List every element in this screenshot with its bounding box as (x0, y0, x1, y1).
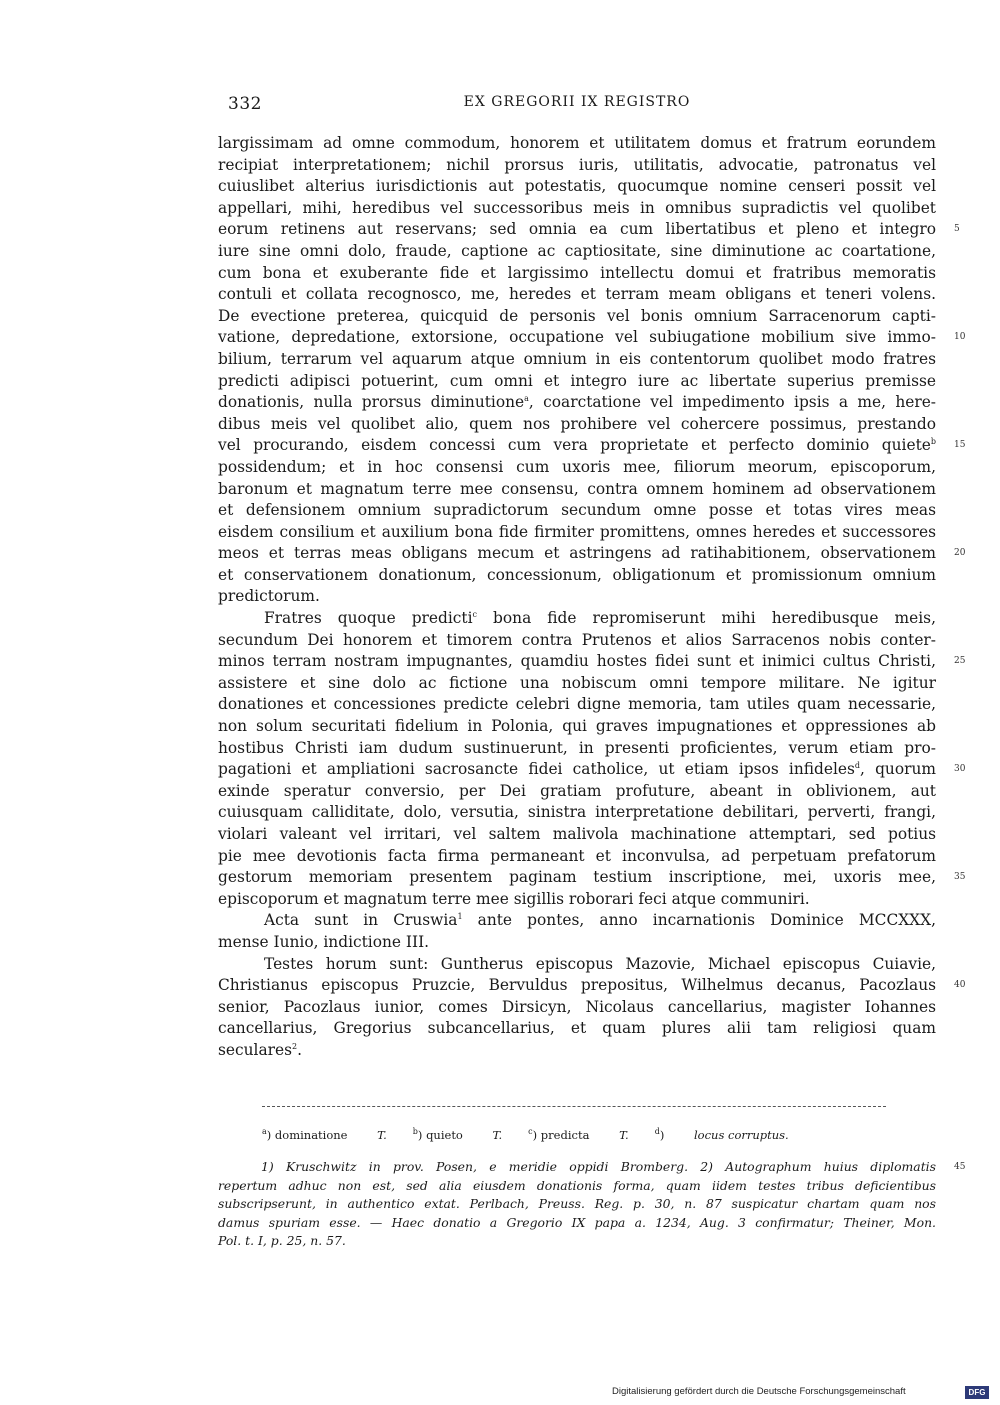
line-number: 25 (954, 656, 966, 667)
text-line: dibus meis vel quolibet alio, quem nos prohibere vel cohercere possimus, prestando (218, 414, 936, 433)
text-line: donationis, nulla prorsus diminutione$^a$, coarctatione vel impedimento ipsis a me, here- (218, 393, 937, 412)
text-line: Pol. t. I, p. 25, n. 57. (218, 1233, 346, 1248)
text-line: cancellarius, Gregorius subcancellarius, et quam plures alii tam religiosi quam (218, 1019, 936, 1038)
text-line: pagationi et ampliationi sacrosancte fidei catholice, ut etiam ipsos infideles$^d$, quorum (218, 760, 936, 779)
text-line: Testes horum sunt: Guntherus episcopus Mazovie, Michael episcopus Cuiavie, (264, 954, 936, 973)
text-line: et conservationem donationum, concessionum, obligationum et promissionum omnium (218, 565, 936, 584)
text-line: subscripserunt, in authentico extat. Perlbach, Preuss. Reg. p. 30, n. 87 suspicatur chartam quam nos (218, 1196, 936, 1211)
text-line: mense Iunio, indictione III. (218, 932, 430, 951)
text-line: hostibus Christi iam dudum sustinuerunt, in presenti proficientes, verum etiam pro- (218, 738, 936, 757)
apparatus-entry: $^d$) locus corruptus. (654, 1127, 789, 1142)
text-line: meos et terras meas obligans mecum et astringens ad ratihabitionem, observationem (218, 544, 936, 563)
line-number: 20 (954, 548, 966, 559)
footnote-mark: 2 (292, 1041, 298, 1051)
text-line: De evectione preterea, quicquid de personis vel bonis omnium Sarracenorum capti- (218, 306, 936, 325)
text-line: exinde speratur conversio, per Dei gratiam profuture, abeant in oblivionem, aut (218, 781, 936, 800)
footnote-separator (262, 1106, 886, 1107)
text-line: cuiuslibet alterius iurisdictionis aut potestatis, quocumque nomine censeri possit vel (218, 177, 936, 196)
funding-note: Digitalisierung gefördert durch die Deutsche Forschungsgemeinschaft (612, 1386, 906, 1397)
footnote-mark: a (524, 394, 529, 403)
line-number: 5 (954, 224, 960, 235)
text-line: assistere et sine dolo ac fictione una nobiscum omni tempore militare. Ne igitur (218, 673, 936, 692)
page-number: 332 (228, 94, 262, 114)
text-line: eisdem consilium et auxilium bona fide firmiter promittens, omnes heredes et successores (218, 522, 936, 541)
text-line: senior, Pacozlaus iunior, comes Dirsicyn, Nicolaus cancellarius, magister Iohannes (218, 997, 936, 1016)
text-line: donationes et concessiones predicte celebri digne memoria, tam utiles quam necessarie, (218, 695, 936, 714)
text-line: pie mee devotionis facta firma permaneant et inconvulsa, ad perpetuam prefatorum (218, 846, 936, 865)
line-number: 35 (954, 872, 966, 883)
footnote-mark: b (930, 437, 936, 447)
text-line: cuiusquam calliditate, dolo, versutia, sinistra interpretatione debilitari, perverti, frangi, (218, 803, 936, 822)
text-line: contuli et collata recognosco, me, heredes et terram meam obligans et teneri volens. (218, 285, 936, 304)
text-line: vatione, depredatione, extorsione, occupatione vel subiugatione mobilium sive immo- (218, 328, 936, 347)
text-line: recipiat interpretationem; nichil prorsus iuris, utilitatis, advocatie, patronatus vel (218, 155, 936, 174)
text-line: minos terram nostram impugnantes, quamdiu hostes fidei sunt et inimici cultus Christi, (218, 652, 936, 671)
footnote-line-number: 45 (954, 1162, 966, 1172)
footnote-mark: d (854, 761, 861, 771)
footnote-mark: 1 (457, 912, 463, 922)
line-number: 40 (954, 980, 966, 991)
text-line: cum bona et exuberante fide et largissimo intellectu domui et fratribus memoratis (218, 263, 936, 282)
text-line: predicti adipisci potuerint, cum omni et integro iure ac libertate superius premisse (218, 371, 936, 390)
text-line: et defensionem omnium supradictorum secundum omne posse et totas vires meas (218, 501, 936, 520)
text-line: 1) Kruschwitz in prov. Posen, e meridie oppidi Bromberg. 2) Autographum huius diplomatis (261, 1159, 936, 1174)
text-line: eorum retinens aut reservans; sed omnia ea cum libertatibus et pleno et integro (218, 220, 936, 239)
text-line: violari valeant vel irritari, vel saltem malivola machinatione attemptari, sed potius (218, 825, 936, 843)
text-line: repertum adhuc non est, sed alia eiusdem donationis forma, quam iidem testes tribus deficientibus (218, 1177, 936, 1193)
main-text (218, 133, 936, 1062)
text-line: largissimam ad omne commodum, honorem et utilitatem domus et fratrum eorundem (218, 134, 936, 152)
text-line: appellari, mihi, heredibus vel successoribus meis in omnibus supradictis vel quolibet (218, 198, 936, 217)
text-line: predictorum. (218, 587, 320, 606)
text-line: bilium, terrarum vel aquarum atque omnium in eis contentorum quolibet modo fratres (218, 349, 936, 368)
line-number: 30 (954, 764, 966, 775)
critical-apparatus (262, 1128, 815, 1142)
text-line: gestorum memoriam presentem paginam testium inscriptione, mei, uxoris mee, (218, 868, 936, 887)
text-line: seculares$^2$. (218, 1040, 302, 1059)
footnote-mark: c (472, 609, 478, 619)
text-line: Christianus episcopus Pruzcie, Bervuldus prepositus, Wilhelmus decanus, Pacozlaus (218, 976, 936, 995)
text-line: episcoporum et magnatum terre mee sigillis roborari feci atque communiri. (218, 889, 810, 908)
text-line: Fratres quoque predicti$^c$ bona fide repromiserunt mihi heredibusque meis, (264, 609, 936, 628)
text-line: iure sine omni dolo, fraude, captione ac captiositate, sine diminutione ac coartatione, (218, 241, 936, 260)
text-line: baronum et magnatum terre mee consensu, contra omnem hominem ad observationem (218, 479, 936, 498)
page-header (218, 94, 936, 116)
text-line: non solum securitati fidelium in Polonia, qui graves impugnationes et oppressiones ab (218, 717, 936, 736)
text-line: Acta sunt in Cruswia$^1$ ante pontes, anno incarnationis Dominice MCCXXX, (264, 911, 936, 930)
footnotes (218, 1158, 936, 1251)
line-number: 10 (954, 332, 966, 343)
apparatus-entry: $^b$) quieto T. (412, 1127, 503, 1142)
running-head: EX GREGORII IX REGISTRO (463, 94, 691, 110)
margin-line-numbers (954, 133, 984, 1018)
line-number: 15 (954, 440, 966, 451)
apparatus-entry: $^a$) dominatione T. (262, 1127, 387, 1142)
dfg-logo: DFG (965, 1386, 989, 1399)
text-line: possidendum; et in hoc consensi cum uxoris mee, filiorum meorum, episcoporum, (218, 457, 936, 476)
apparatus-entry: $^c$) predicta T. (528, 1127, 629, 1142)
text-line: vel procurando, eisdem concessi cum vera proprietate et perfecto dominio quiete$^b$ (218, 436, 936, 455)
text-line: damus spuriam esse. — Haec donatio a Gregorio IX papa a. 1234, Aug. 3 confirmatur; Theiner, Mon. (218, 1214, 936, 1230)
text-line: secundum Dei honorem et timorem contra Prutenos et alios Sarracenos nobis conter- (218, 630, 936, 649)
